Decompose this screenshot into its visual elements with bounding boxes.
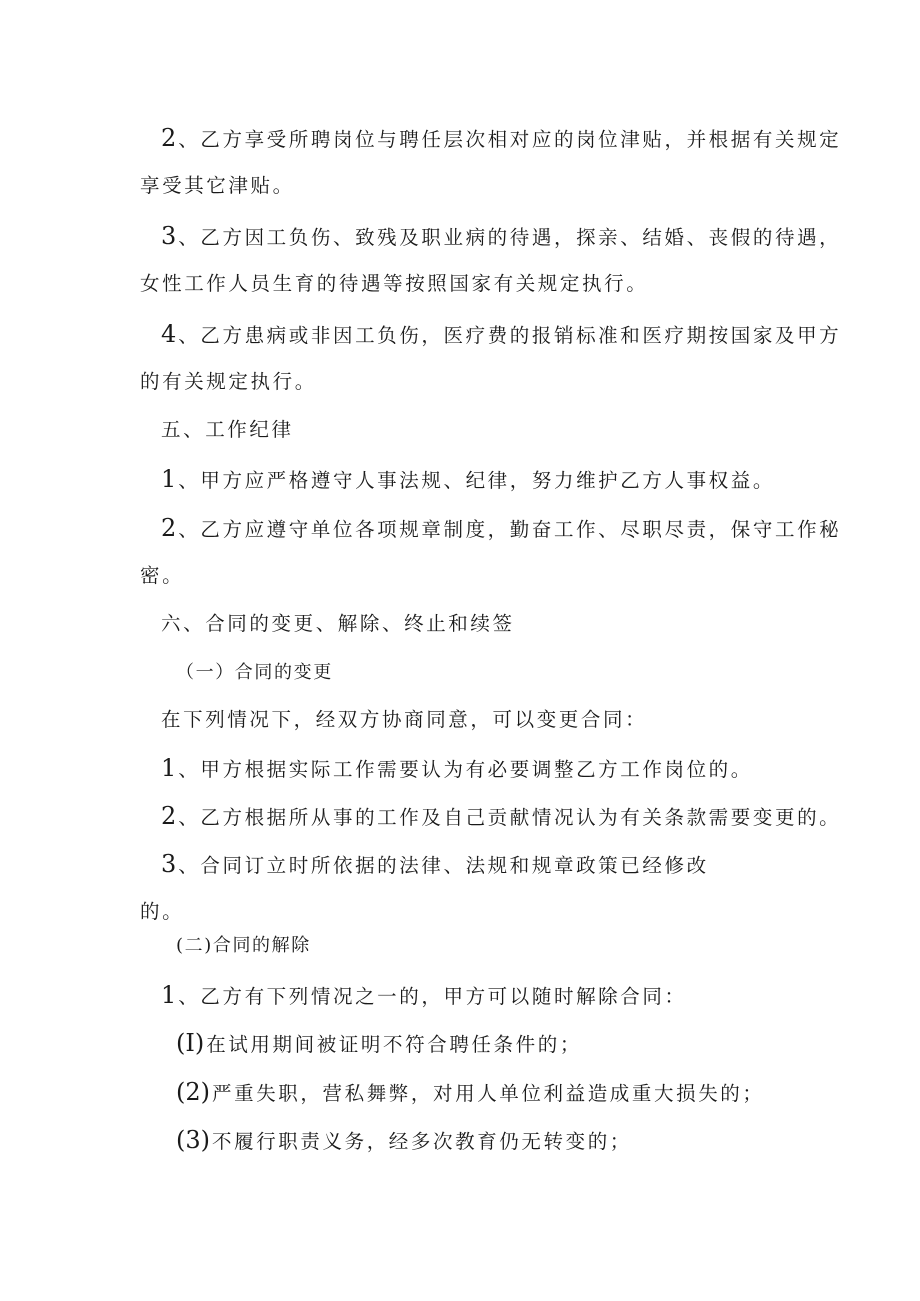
paragraph-line xyxy=(140,562,184,590)
list-item-text: 不履行职责义务，经多次教育仍无转变的； xyxy=(212,1130,632,1153)
item-number: 1 xyxy=(161,465,177,493)
paragraph-text: 享受其它津贴。 xyxy=(140,174,295,197)
paragraph-text: 、甲方应严格遵守人事法规、纪律，努力维护乙方人事权益。 xyxy=(178,469,775,492)
section-heading xyxy=(161,610,515,638)
item-number: 3 xyxy=(161,222,177,250)
subsection-heading xyxy=(176,659,333,687)
paragraph-line xyxy=(140,270,648,298)
list-item xyxy=(176,1126,632,1156)
paragraph-line xyxy=(161,465,775,495)
section-heading-text: 六、合同的变更、解除、终止和续签 xyxy=(161,612,515,635)
paragraph-text: 、乙方应遵守单位各项规章制度，勤奋工作、尽职尽责，保守工作秘 xyxy=(178,518,842,541)
item-number: 1 xyxy=(161,981,177,1009)
paragraph-text: 、乙方有下列情况之一的，甲方可以随时解除合同： xyxy=(178,985,687,1008)
paragraph-text: 、甲方根据实际工作需要认为有必要调整乙方工作岗位的。 xyxy=(178,758,753,781)
paragraph-text: 、合同订立时所依据的法律、法规和规章政策已经修改 xyxy=(178,854,709,877)
paragraph-line xyxy=(140,368,317,396)
sub-item-number: (I) xyxy=(176,1029,205,1057)
sub-item-number: (2) xyxy=(176,1078,210,1106)
paragraph-text: 、乙方患病或非因工负伤，医疗费的报销标准和医疗期按国家及甲方 xyxy=(178,324,842,347)
paragraph-text: 的有关规定执行。 xyxy=(140,370,317,393)
section-heading xyxy=(161,416,294,444)
sub-item-number: (3) xyxy=(176,1126,210,1154)
paragraph-text: 在下列情况下，经双方协商同意，可以变更合同： xyxy=(161,708,648,731)
paragraph-line xyxy=(161,514,841,544)
item-number: 4 xyxy=(161,320,177,348)
list-item xyxy=(176,1029,582,1059)
subsection-heading-text: （一）合同的变更 xyxy=(176,662,333,683)
list-item-text: 在试用期间被证明不符合聘任条件的； xyxy=(206,1033,582,1056)
paragraph-line xyxy=(140,172,295,200)
paragraph-text: 密。 xyxy=(140,564,185,587)
item-number: 2 xyxy=(161,124,177,152)
subsection-heading xyxy=(176,932,311,960)
paragraph-line xyxy=(161,222,841,252)
list-item xyxy=(176,1078,765,1108)
paragraph-text: 、乙方因工负伤、致残及职业病的待遇，探亲、结婚、丧假的待遇， xyxy=(178,226,842,249)
item-number: 2 xyxy=(161,514,177,542)
paragraph-line xyxy=(161,754,753,784)
paragraph-text: 的。 xyxy=(140,900,185,923)
paragraph-line xyxy=(161,124,841,154)
paragraph-text: 女性工作人员生育的待遇等按照国家有关规定执行。 xyxy=(140,272,649,295)
item-number: 2 xyxy=(161,802,177,830)
paragraph-line xyxy=(161,802,841,832)
item-number: 3 xyxy=(161,850,177,878)
item-number: 1 xyxy=(161,754,177,782)
paragraph-text: 、乙方根据所从事的工作及自己贡献情况认为有关条款需要变更的。 xyxy=(178,806,842,829)
paragraph-line xyxy=(140,898,184,926)
paragraph-line xyxy=(161,320,841,350)
subsection-heading-text: (二)合同的解除 xyxy=(176,935,311,956)
paragraph-line xyxy=(161,981,687,1011)
section-heading-text: 五、工作纪律 xyxy=(161,418,294,441)
paragraph-line xyxy=(161,706,647,734)
list-item-text: 严重失职，营私舞弊，对用人单位利益造成重大损失的； xyxy=(212,1082,765,1105)
paragraph-line xyxy=(161,850,709,880)
paragraph-text: 、乙方享受所聘岗位与聘任层次相对应的岗位津贴，并根据有关规定 xyxy=(178,128,842,151)
